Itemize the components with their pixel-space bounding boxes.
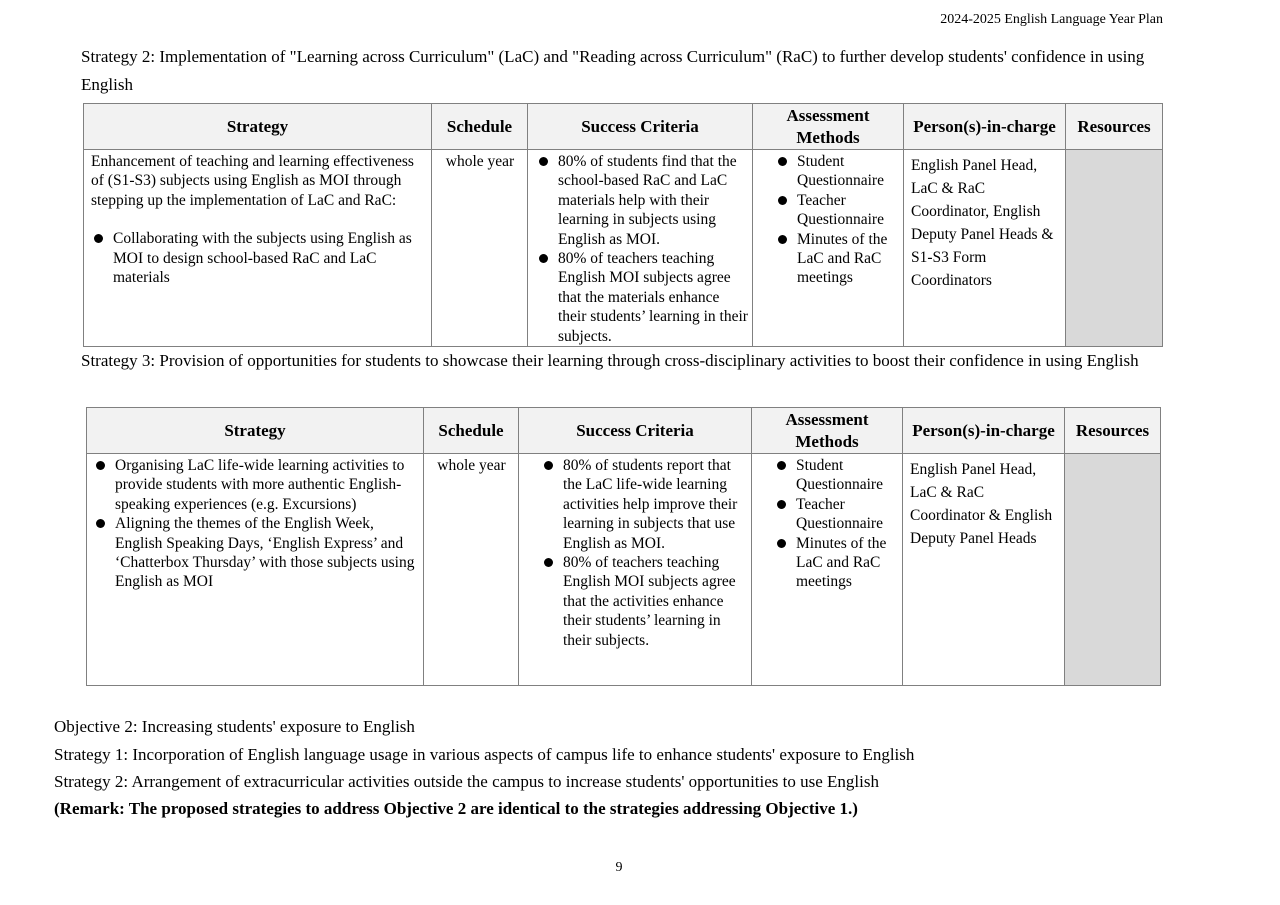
- strategy-3-table: [86, 407, 1161, 686]
- column-header-schedule: Schedule: [424, 408, 519, 454]
- table-row: [87, 454, 1161, 686]
- success-criteria-cell: [519, 454, 752, 686]
- strategy-3-heading: Strategy 3: Provision of opportunities for students to showcase their learning through cross-disciplinary activities to boost their confidence in using English: [81, 351, 1139, 370]
- success-criterion: 80% of students report that the LaC life-wide learning activities help improve their learning in subjects that use English as MOI.: [541, 456, 747, 553]
- column-header-persons-in-charge: Person(s)-in-charge: [903, 408, 1065, 454]
- persons-in-charge: English Panel Head, LaC & RaC Coordinator, English Deputy Panel Heads & S1-S3 Form Coordinators: [911, 157, 1054, 289]
- strategy-2-heading: Strategy 2: Implementation of "Learning across Curriculum" (LaC) and "Reading across Curriculum" (RaC) to further develop students' confidence in using English: [81, 47, 1145, 94]
- table-header-row: [87, 408, 1161, 454]
- persons-cell: [904, 150, 1066, 347]
- resources-cell: [1066, 150, 1163, 347]
- strategy-bullet: Aligning the themes of the English Week, English Speaking Days, ‘English Express’ and ‘Chatterbox Thursday’ with those subjects using English as MOI: [93, 514, 417, 592]
- page-number: 9: [615, 860, 623, 875]
- assessment-method: Student Questionnaire: [775, 152, 897, 191]
- persons-in-charge: English Panel Head, LaC & RaC Coordinator & English Deputy Panel Heads: [910, 461, 1053, 547]
- column-header-resources: Resources: [1065, 408, 1161, 454]
- assessment-method: Minutes of the LaC and RaC meetings: [774, 534, 896, 592]
- column-header-strategy: Strategy: [87, 408, 424, 454]
- strategy-intro: Enhancement of teaching and learning effectiveness of (S1-S3) subjects using English as MOI through stepping up the implementation of LaC and RaC:: [91, 153, 414, 209]
- assessment-method: Minutes of the LaC and RaC meetings: [775, 230, 897, 288]
- strategy-bullet: Collaborating with the subjects using English as MOI to design school-based RaC and LaC materials: [91, 229, 425, 287]
- success-criterion: 80% of teachers teaching English MOI subjects agree that the activities enhance their students’ learning in their subjects.: [541, 553, 747, 650]
- persons-cell: [903, 454, 1065, 686]
- column-header-success-criteria: Success Criteria: [519, 408, 752, 454]
- assessment-method: Teacher Questionnaire: [775, 191, 897, 230]
- column-header-resources: Resources: [1066, 104, 1163, 150]
- objective-2-strategy-2: Strategy 2: Arrangement of extracurricular activities outside the campus to increase students' opportunities to use English: [54, 772, 879, 791]
- resources-cell: [1065, 454, 1161, 686]
- column-header-assessment-methods: Assessment Methods: [752, 408, 903, 454]
- document-header: 2024-2025 English Language Year Plan: [940, 12, 1163, 27]
- success-criteria-cell: [528, 150, 753, 347]
- column-header-persons-in-charge: Person(s)-in-charge: [904, 104, 1066, 150]
- assessment-cell: [753, 150, 904, 347]
- assessment-cell: [752, 454, 903, 686]
- strategy-2-table: [83, 103, 1163, 347]
- table-header-row: [84, 104, 1163, 150]
- column-header-assessment-methods: Assessment Methods: [753, 104, 904, 150]
- column-header-strategy: Strategy: [84, 104, 432, 150]
- success-criterion: 80% of teachers teaching English MOI subjects agree that the materials enhance their students’ learning in their subjects.: [536, 249, 748, 346]
- strategy-bullet: Organising LaC life-wide learning activities to provide students with more authentic English-speaking experiences (e.g. Excursions): [93, 456, 417, 514]
- table-row: [84, 150, 1163, 347]
- assessment-method: Teacher Questionnaire: [774, 495, 896, 534]
- schedule-value: whole year: [445, 153, 515, 170]
- strategy-cell: [84, 150, 432, 347]
- objective-2-remark: (Remark: The proposed strategies to address Objective 2 are identical to the strategies addressing Objective 1.): [54, 799, 858, 818]
- assessment-method: Student Questionnaire: [774, 456, 896, 495]
- column-header-success-criteria: Success Criteria: [528, 104, 753, 150]
- success-criterion: 80% of students find that the school-based RaC and LaC materials help with their learning in subjects using English as MOI.: [536, 152, 748, 249]
- strategy-cell: [87, 454, 424, 686]
- column-header-schedule: Schedule: [432, 104, 528, 150]
- objective-2-strategy-1: Strategy 1: Incorporation of English language usage in various aspects of campus life to enhance students' exposure to English: [54, 745, 915, 764]
- schedule-value: whole year: [437, 457, 506, 474]
- objective-2-title: Objective 2: Increasing students' exposure to English: [54, 717, 415, 736]
- schedule-cell: [424, 454, 519, 686]
- schedule-cell: [432, 150, 528, 347]
